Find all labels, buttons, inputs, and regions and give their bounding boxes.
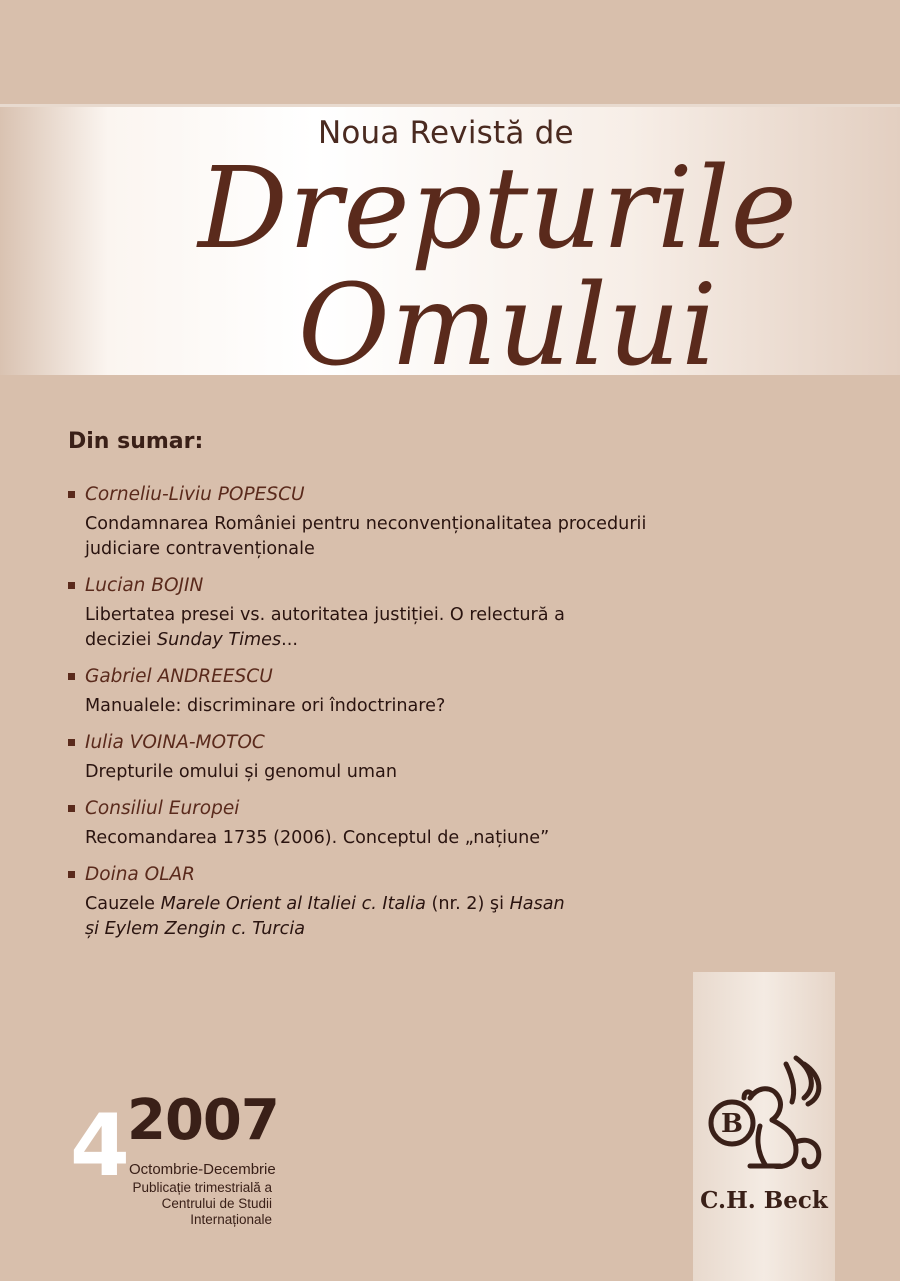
cover-kicker: Noua Revistă de <box>318 115 574 151</box>
entry-title: Manualele: discriminare ori îndoctrinare? <box>85 696 446 716</box>
summary-entry <box>68 729 768 785</box>
entry-author: Lucian BOJIN <box>85 575 204 596</box>
publication-info <box>82 1180 272 1228</box>
bullet-icon <box>68 673 75 680</box>
issue-year: 2007 <box>127 1088 279 1153</box>
issue-number: 4 <box>70 1096 128 1196</box>
publisher-name: C.H. Beck <box>700 1187 828 1214</box>
bullet-icon <box>68 582 75 589</box>
entry-author: Gabriel ANDREESCU <box>85 666 273 687</box>
entry-title-italic: Marele Orient al Italiei c. Italia <box>160 894 426 914</box>
publication-line: Publicație trimestrială a <box>132 1180 272 1195</box>
summary-entry <box>68 481 768 562</box>
entry-title-italic: și Eylem Zengin c. Turcia <box>85 919 306 939</box>
bullet-icon <box>68 739 75 746</box>
summary-entry <box>68 795 768 851</box>
entry-title-italic: Hasan <box>509 894 565 914</box>
publisher-logo-letter: B <box>721 1109 743 1139</box>
cover-title-line-2: Omului <box>298 261 718 391</box>
griffin-icon <box>700 1046 830 1176</box>
summary-entry <box>68 572 768 653</box>
entry-title-italic: Sunday Times <box>156 630 282 650</box>
publication-line: Centrului de Studii Internaționale <box>161 1196 272 1227</box>
summary-entry <box>68 861 768 942</box>
entry-title: Drepturile omului și genomul uman <box>85 762 397 782</box>
entry-title: deciziei <box>85 630 157 650</box>
cover-title-line-1: Drepturile <box>198 144 798 274</box>
entry-title: judiciare contravenționale <box>85 539 315 559</box>
bullet-icon <box>68 491 75 498</box>
entry-author: Consiliul Europei <box>85 798 240 819</box>
entry-author: Iulia VOINA-MOTOC <box>85 732 265 753</box>
bullet-icon <box>68 805 75 812</box>
bullet-icon <box>68 871 75 878</box>
entry-title: Libertatea presei vs. autoritatea justiției. O relectură a <box>85 605 565 625</box>
entry-author: Corneliu-Liviu POPESCU <box>85 484 305 505</box>
summary-heading: Din sumar: <box>68 429 204 454</box>
entry-title: Condamnarea României pentru neconvenționalitatea procedurii <box>85 514 647 534</box>
summary-entry <box>68 663 768 719</box>
entry-title: ... <box>281 630 298 650</box>
entry-author: Doina OLAR <box>85 864 196 885</box>
summary-list <box>68 481 768 952</box>
entry-title: Cauzele <box>85 894 161 914</box>
entry-title: (nr. 2) şi <box>425 894 510 914</box>
issue-period: Octombrie-Decembrie <box>129 1161 276 1178</box>
entry-title: Recomandarea 1735 (2006). Conceptul de „națiune” <box>85 828 550 848</box>
